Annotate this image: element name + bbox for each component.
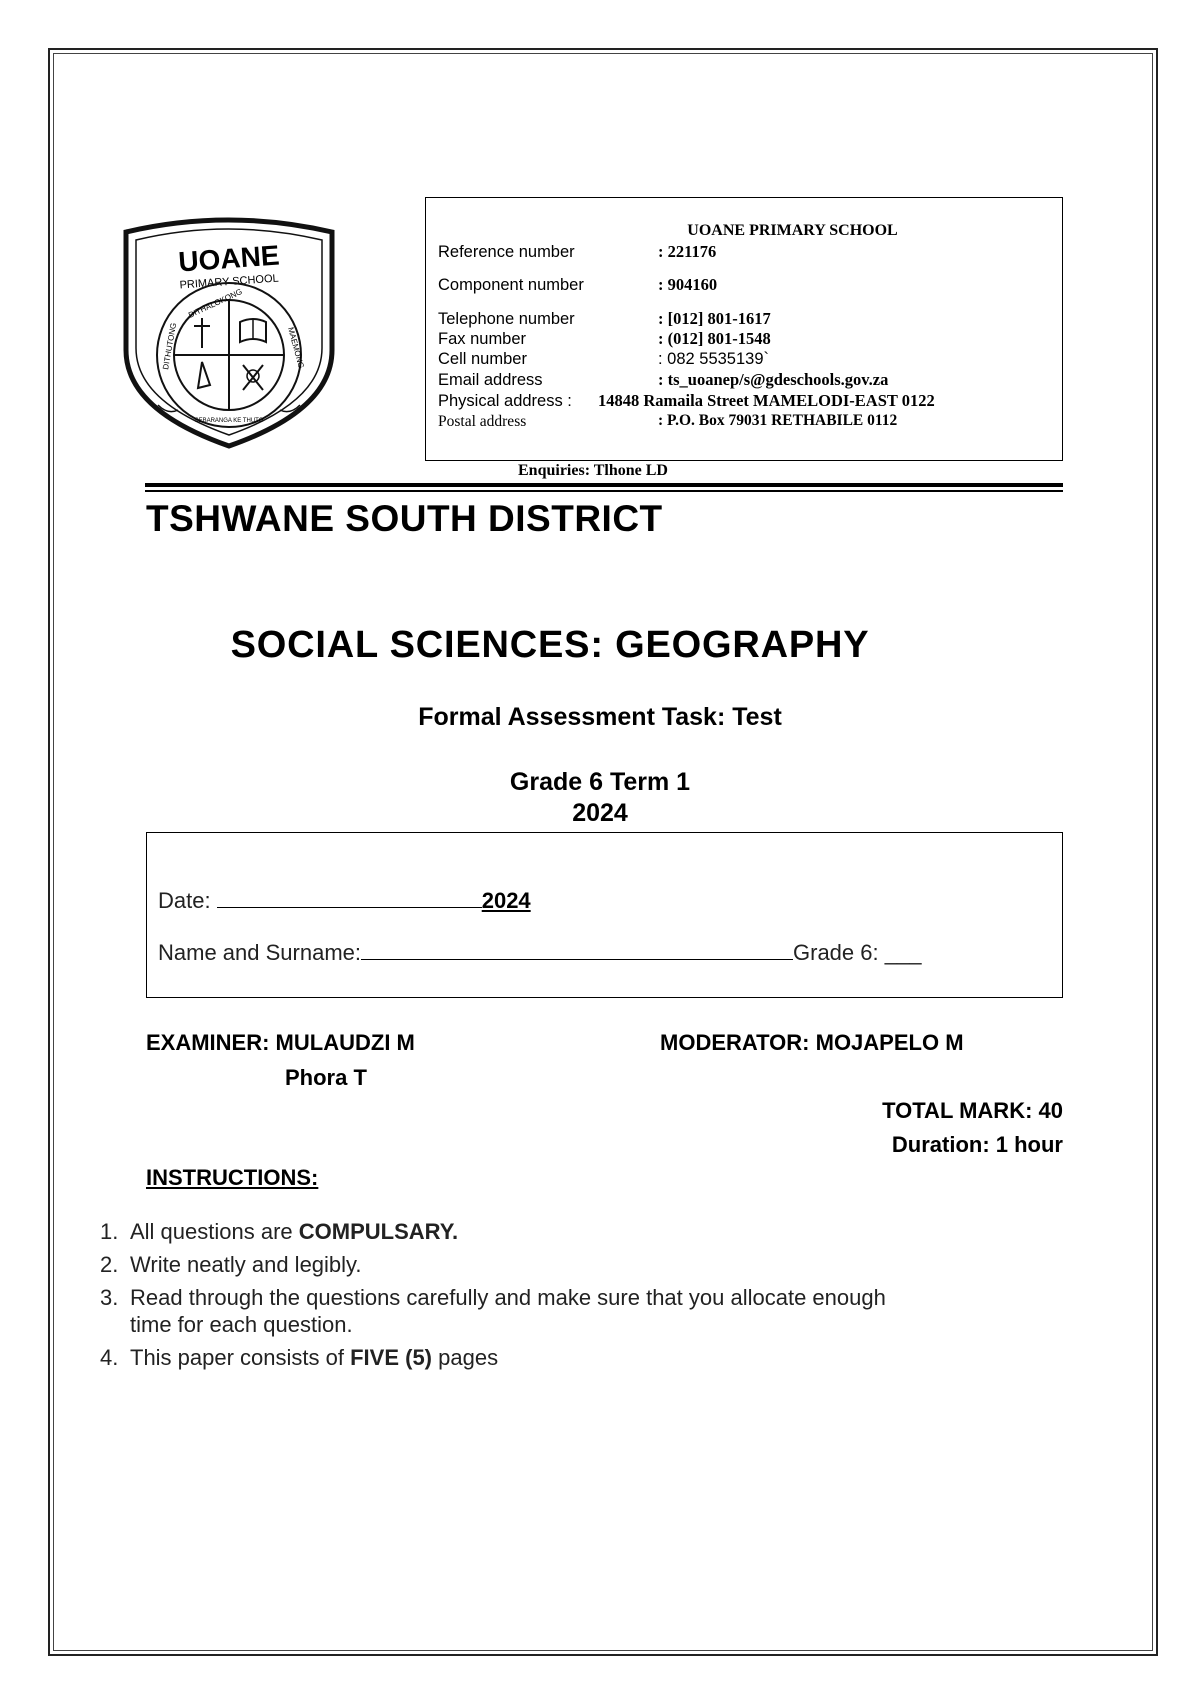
crest-name: UOANE [177,239,281,278]
moderator: MODERATOR: MOJAPELO M [660,1030,964,1055]
grade-class-input[interactable]: ___ [884,940,922,965]
name-row [158,939,921,966]
date-input[interactable] [217,887,482,908]
email-address-value: : ts_uoanep/s@gdeschools.gov.za [658,370,889,389]
crest-subtitle: PRIMARY SCHOOL [179,272,280,292]
date-year: 2024 [481,888,531,913]
examiner-second: Phora T [285,1065,367,1090]
crest-ring-top: DITHALOKONG [187,287,244,320]
task-title: Formal Assessment Task: Test [418,703,782,731]
instructions-list [100,1218,1000,1377]
instructions-heading: INSTRUCTIONS: [146,1165,319,1190]
total-mark: TOTAL MARK: 40 [882,1098,1063,1123]
date-label: Date: [158,888,211,913]
learner-details-box [146,832,1063,998]
header-rule-thin [145,490,1063,492]
crest-ring-left: DITHUTONG [161,322,179,371]
header-rule [145,483,1063,487]
fax-number-value: : (012] 801-1548 [658,329,771,348]
reference-number-label: Reference number [438,243,575,261]
instruction-item: 4. This paper consists of FIVE (5) pages [100,1345,499,1370]
instruction-item: 1. All questions are COMPULSARY. [100,1219,459,1244]
instruction-item: 2. Write neatly and legibly. [100,1252,362,1277]
component-number-label: Component number [438,276,584,294]
postal-address-label: Postal address [438,413,527,430]
email-address-label: Email address [438,371,543,389]
date-row [158,887,531,914]
examiner: EXAMINER: MULAUDZI M [146,1030,415,1055]
instruction-item: 3. Read through the questions carefully and make sure that you allocate enough time for each question. [100,1285,886,1337]
cell-number-value: : 082 5535139` [658,350,770,368]
year-text: 2024 [572,799,628,827]
cell-number-label: Cell number [438,350,527,368]
name-label: Name and Surname: [158,940,361,965]
component-number-value: : 904160 [658,275,718,294]
telephone-number-label: Telephone number [438,310,575,328]
grade-term [0,767,1200,829]
duration: Duration: 1 hour [891,1132,1063,1157]
crest-ring-right: MAEMONG [286,326,306,370]
telephone-number-value: : [012] 801-1617 [658,309,771,328]
school-crest-logo [118,210,340,450]
district-title: TSHWANE SOUTH DISTRICT [146,498,663,539]
physical-address-label: Physical address : [438,392,572,410]
fax-number-label: Fax number [438,330,527,348]
grade-term-text: Grade 6 Term 1 [509,768,691,796]
reference-number-value: : 221176 [658,242,717,261]
enquiries: Enquiries: Tlhone LD [518,462,668,479]
physical-address-value: 14848 Ramaila Street MAMELODI-EAST 0122 [598,391,935,410]
school-info-box [425,197,1063,461]
school-name: UOANE PRIMARY SCHOOL [687,222,898,239]
grade-label: Grade 6: [793,940,879,965]
subject-title: SOCIAL SCIENCES: GEOGRAPHY [230,624,870,666]
postal-address-value: : P.O. Box 79031 RETHABILE 0112 [658,412,898,429]
name-surname-input[interactable] [361,939,793,960]
crest-motto: SEBARANGA KE THUTO [194,418,264,424]
